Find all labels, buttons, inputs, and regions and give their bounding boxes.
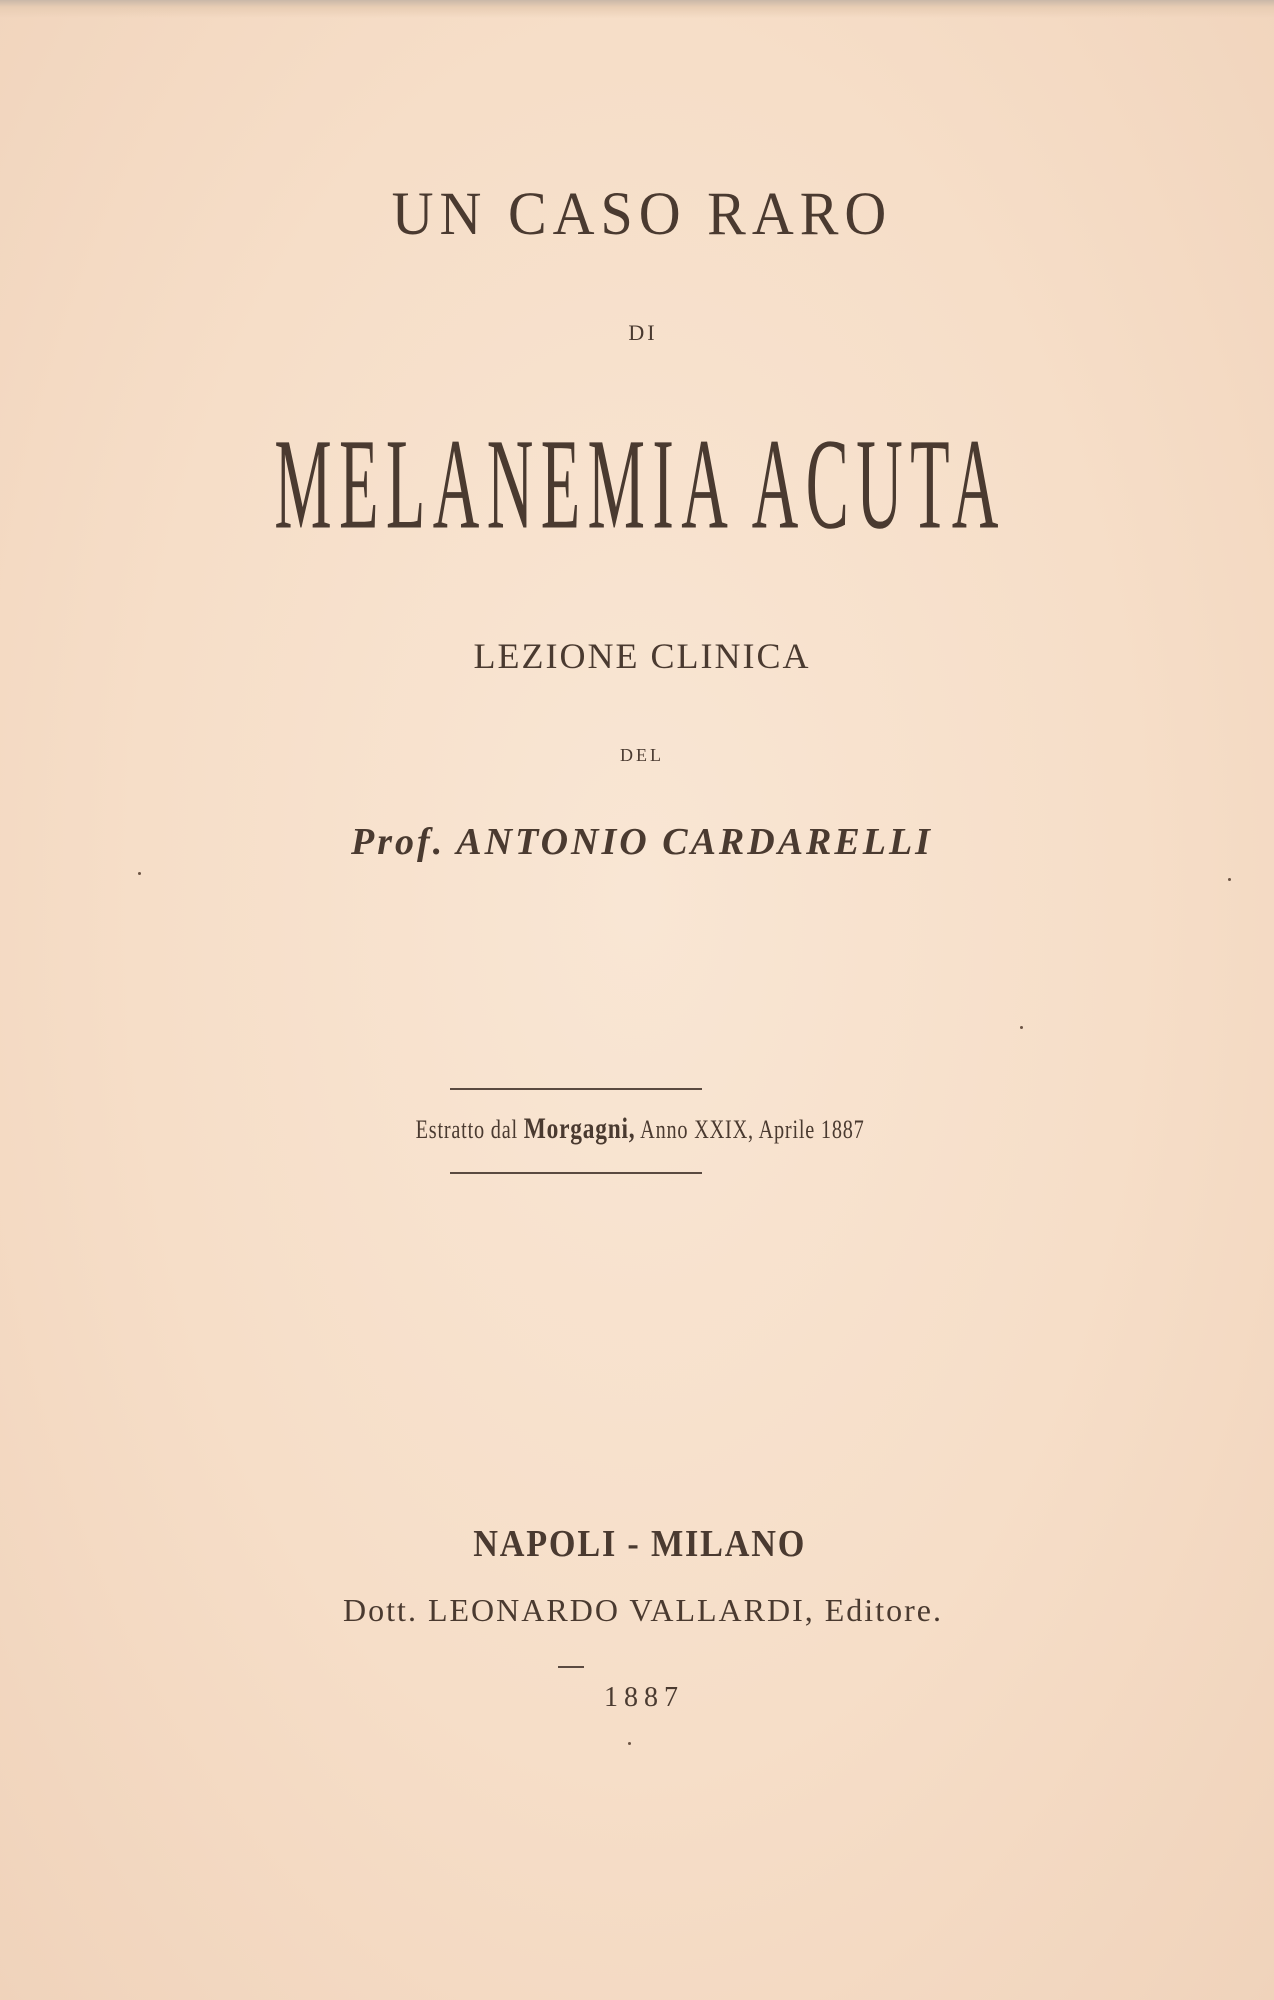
imprint-dash xyxy=(558,1666,584,1668)
extract-prefix: Estratto dal xyxy=(415,1115,518,1144)
imprint-publisher: Dott. LEONARDO VALLARDI, Editore. xyxy=(343,1592,943,1628)
title-line-1: UN CASO RARO xyxy=(391,179,893,248)
subtitle: LEZIONE CLINICA xyxy=(473,636,811,676)
paper-speck xyxy=(1020,1026,1023,1029)
extract-suffix: Anno XXIX, Aprile 1887 xyxy=(640,1115,865,1144)
extract-journal: Morgagni, xyxy=(523,1112,636,1145)
title-connector: DI xyxy=(628,320,658,345)
extract-note xyxy=(140,1112,1134,1146)
paper-speck xyxy=(1228,878,1231,881)
paper-speck xyxy=(138,872,141,875)
rule-below-extract xyxy=(450,1172,702,1174)
imprint-city: NAPOLI - MILANO xyxy=(473,1523,807,1565)
author-name: Prof. ANTONIO CARDARELLI xyxy=(351,821,933,863)
imprint-year: 1887 xyxy=(604,1682,684,1713)
author-preposition: DEL xyxy=(620,745,664,765)
paper-speck xyxy=(628,1742,631,1745)
rule-above-extract xyxy=(450,1088,702,1090)
page-top-edge xyxy=(0,0,1274,18)
main-title: MELANEMIA ACUTA xyxy=(274,412,1006,557)
